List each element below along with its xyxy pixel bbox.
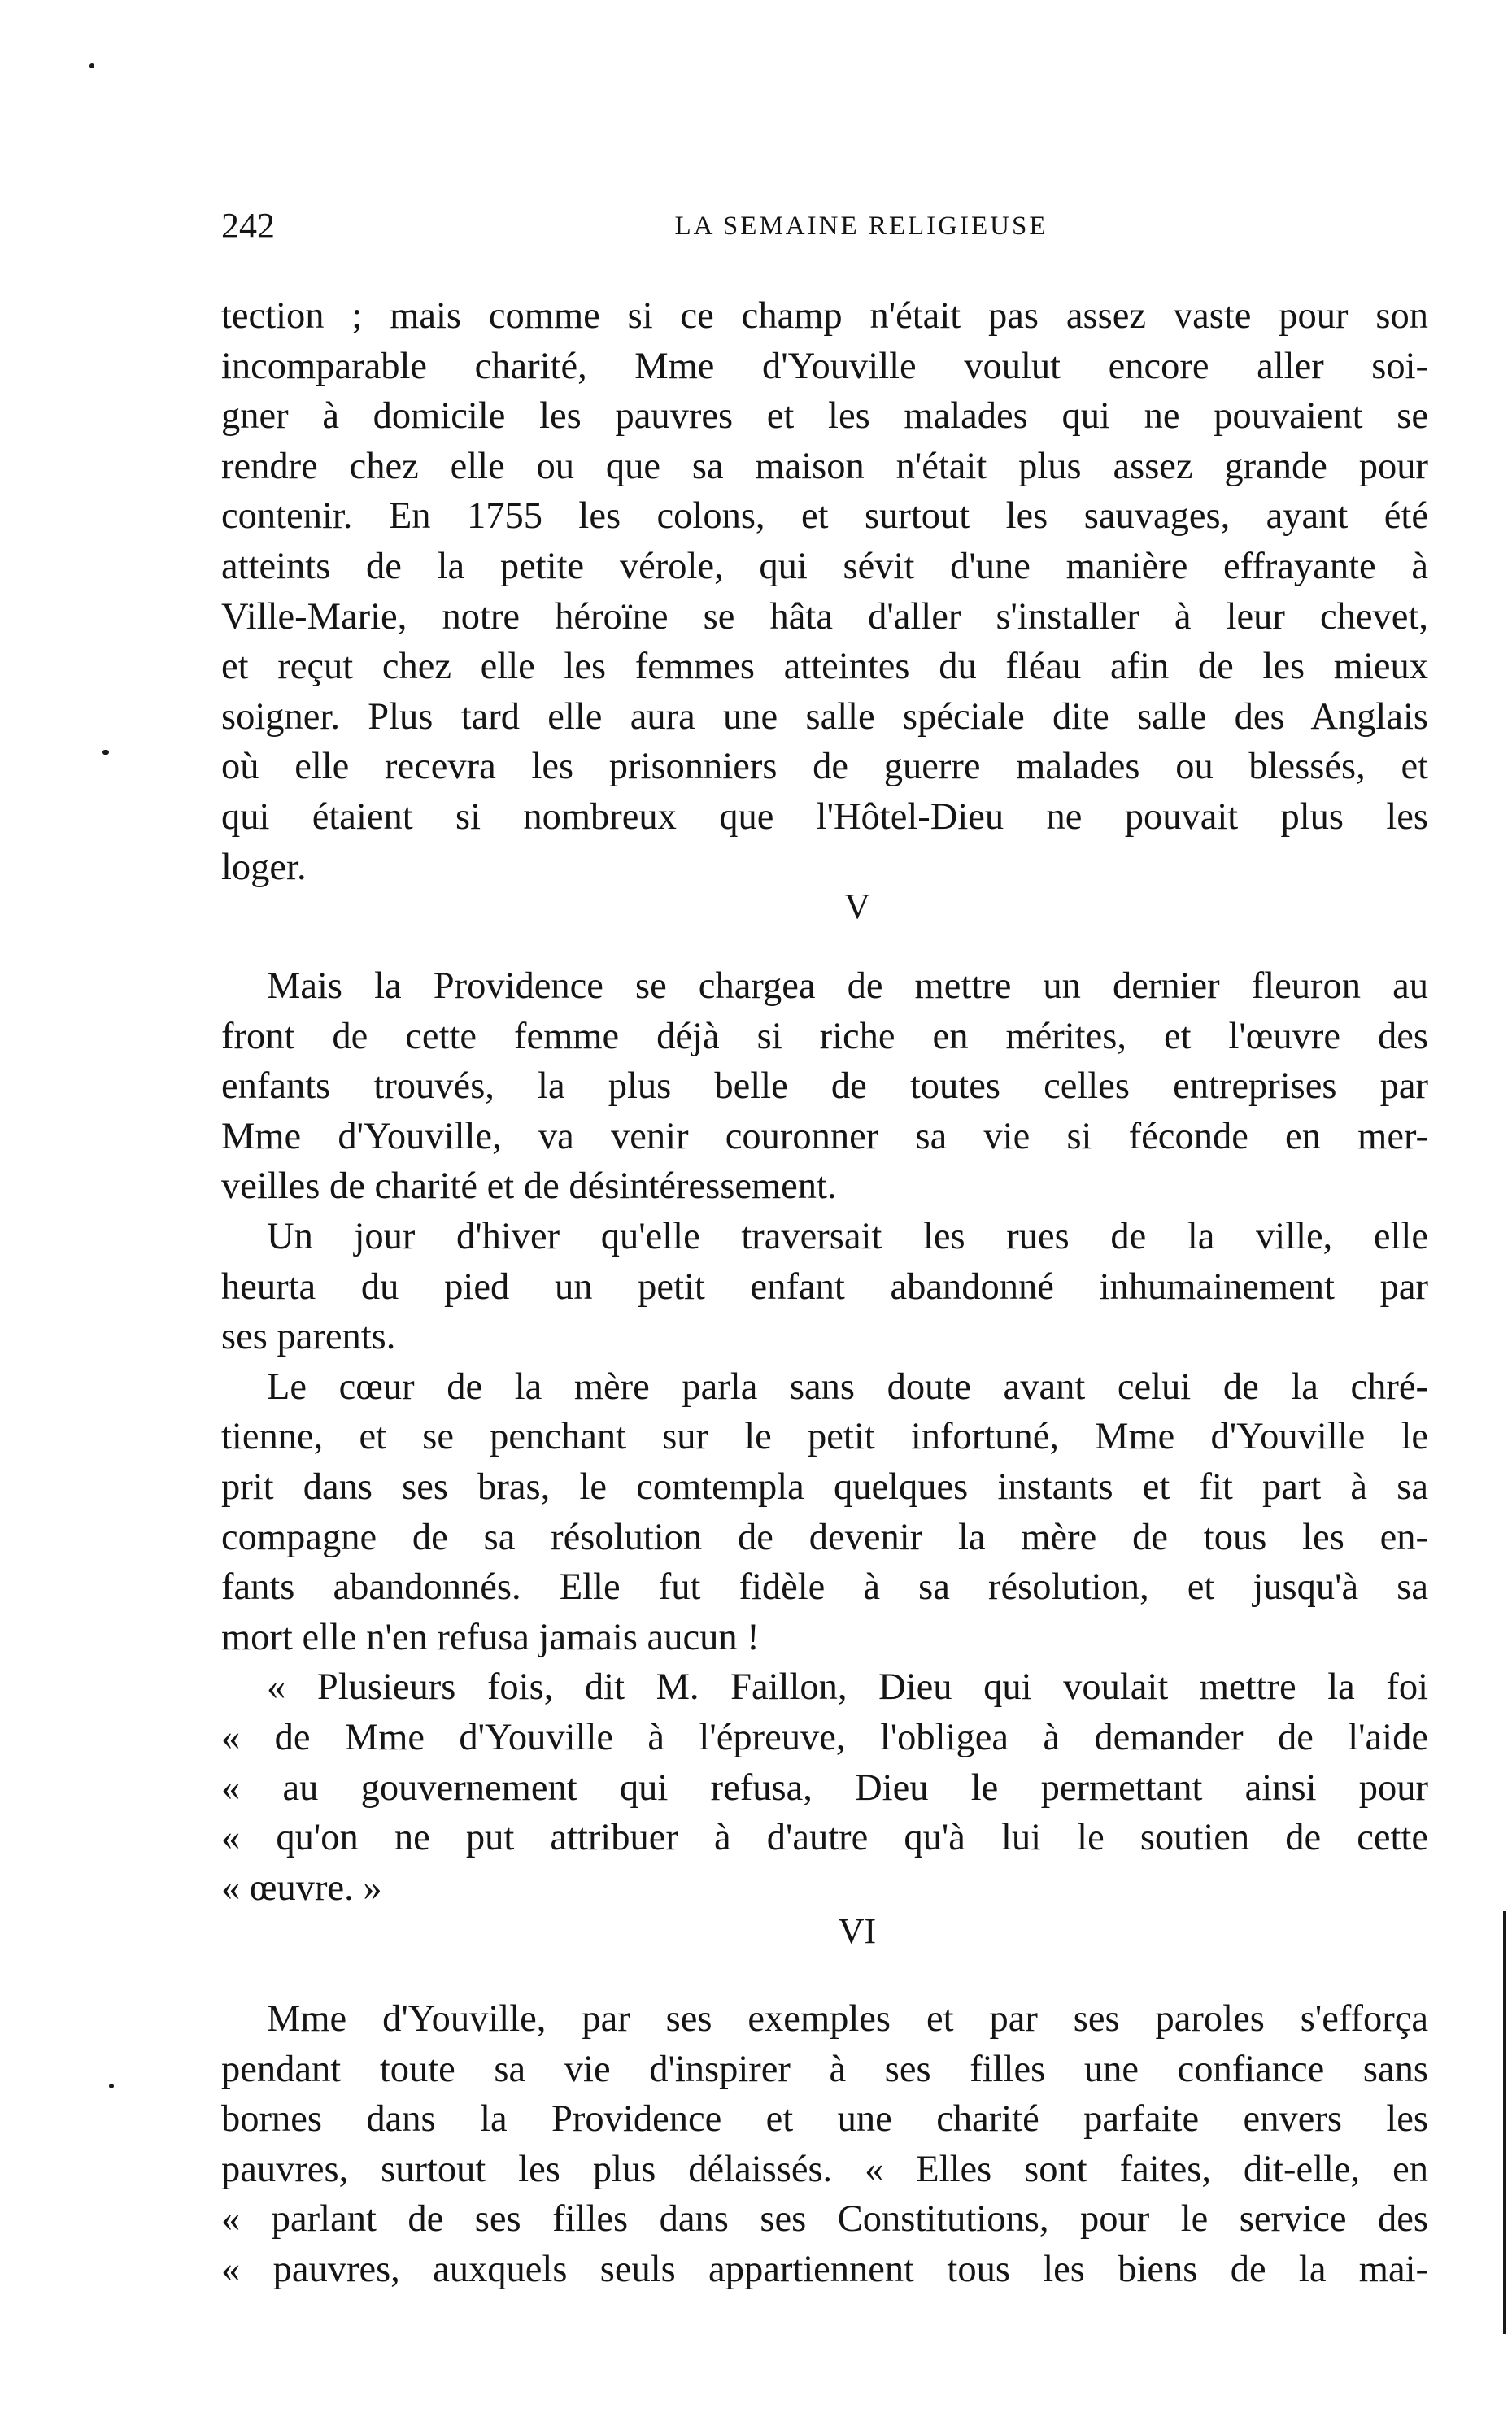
text-line: incomparable charité, Mme d'Youville voulut encore aller soi- (221, 345, 1428, 387)
text-line: Mme d'Youville, va venir couronner sa vie si féconde en mer- (221, 1115, 1428, 1157)
text-line: Ville-Marie, notre héroïne se hâta d'aller s'installer à leur chevet, (221, 595, 1428, 638)
text-line: Mme d'Youville, par ses exemples et par ses paroles s'efforça (267, 1998, 1428, 2040)
text-line: soigner. Plus tard elle aura une salle spéciale dite salle des Anglais (221, 695, 1428, 738)
text-line: fants abandonnés. Elle fut fidèle à sa résolution, et jusqu'à sa (221, 1566, 1428, 1609)
text-line: « parlant de ses filles dans ses Constitutions, pour le service des (221, 2198, 1428, 2241)
text-line: « œuvre. » (221, 1866, 382, 1909)
paragraph-block-1 (221, 291, 1428, 892)
section-heading-v: V (844, 886, 870, 926)
text-line: compagne de sa résolution de devenir la mère de tous les en- (221, 1516, 1428, 1558)
text-line: Mais la Providence se chargea de mettre un dernier fleuron au (267, 965, 1428, 1007)
scan-speck-mark (109, 2084, 114, 2088)
text-line: pauvres, surtout les plus délaissés. « Elles sont faites, dit-elle, en (221, 2148, 1428, 2190)
page-number: 242 (221, 206, 275, 246)
text-line: tienne, et se penchant sur le petit infortuné, Mme d'Youville le (221, 1416, 1428, 1458)
text-line: et reçut chez elle les femmes atteintes du fléau afin de les mieux (221, 646, 1428, 688)
text-line: « Plusieurs fois, dit M. Faillon, Dieu qui voulait mettre la foi (267, 1666, 1428, 1709)
paragraph-block-3 (221, 1994, 1428, 2295)
text-line: Un jour d'hiver qu'elle traversait les rues de la ville, elle (267, 1215, 1428, 1257)
scan-speck-mark (89, 63, 94, 68)
text-line: qui étaient si nombreux que l'Hôtel-Dieu ne pouvait plus les (221, 795, 1428, 838)
text-line: « qu'on ne put attribuer à d'autre qu'à lui le soutien de cette (221, 1817, 1428, 1859)
binding-edge-mark (1503, 1911, 1506, 2334)
text-line: veilles de charité et de désintéressement. (221, 1165, 837, 1208)
running-title: LA SEMAINE RELIGIEUSE (674, 211, 1048, 241)
page-header (221, 202, 1428, 250)
text-line: bornes dans la Providence et une charité parfaite envers les (221, 2098, 1428, 2141)
text-line: gner à domicile les pauvres et les malades qui ne pouvaient se (221, 395, 1428, 438)
text-line: ses parents. (221, 1316, 396, 1358)
paragraph-block-2 (221, 961, 1428, 1913)
text-line: atteints de la petite vérole, qui sévit d'une manière effrayante à (221, 545, 1428, 587)
text-line: où elle recevra les prisonniers de guerre malades ou blessés, et (221, 746, 1428, 788)
text-line: « pauvres, auxquels seuls appartiennent tous les biens de la mai- (221, 2248, 1428, 2290)
text-line: tection ; mais comme si ce champ n'était pas assez vaste pour son (221, 295, 1428, 337)
text-line: « de Mme d'Youville à l'épreuve, l'obligea à demander de l'aide (221, 1716, 1428, 1758)
scan-speck-mark (102, 750, 109, 755)
text-line: contenir. En 1755 les colons, et surtout les sauvages, ayant été (221, 495, 1428, 538)
text-line: enfants trouvés, la plus belle de toutes celles entreprises par (221, 1065, 1428, 1108)
text-line: heurta du pied un petit enfant abandonné inhumainement par (221, 1265, 1428, 1308)
text-line: mort elle n'en refusa jamais aucun ! (221, 1616, 760, 1658)
text-line: Le cœur de la mère parla sans doute avant celui de la chré- (267, 1365, 1428, 1408)
section-heading-vi: VI (838, 1911, 877, 1951)
text-line: rendre chez elle ou que sa maison n'était plus assez grande pour (221, 445, 1428, 487)
text-line: front de cette femme déjà si riche en mérites, et l'œuvre des (221, 1015, 1428, 1057)
text-line: prit dans ses bras, le comtempla quelques instants et fit part à sa (221, 1466, 1428, 1508)
text-line: pendant toute sa vie d'inspirer à ses filles une confiance sans (221, 2048, 1428, 2090)
text-line: « au gouvernement qui refusa, Dieu le permettant ainsi pour (221, 1766, 1428, 1809)
text-line: loger. (221, 846, 307, 888)
